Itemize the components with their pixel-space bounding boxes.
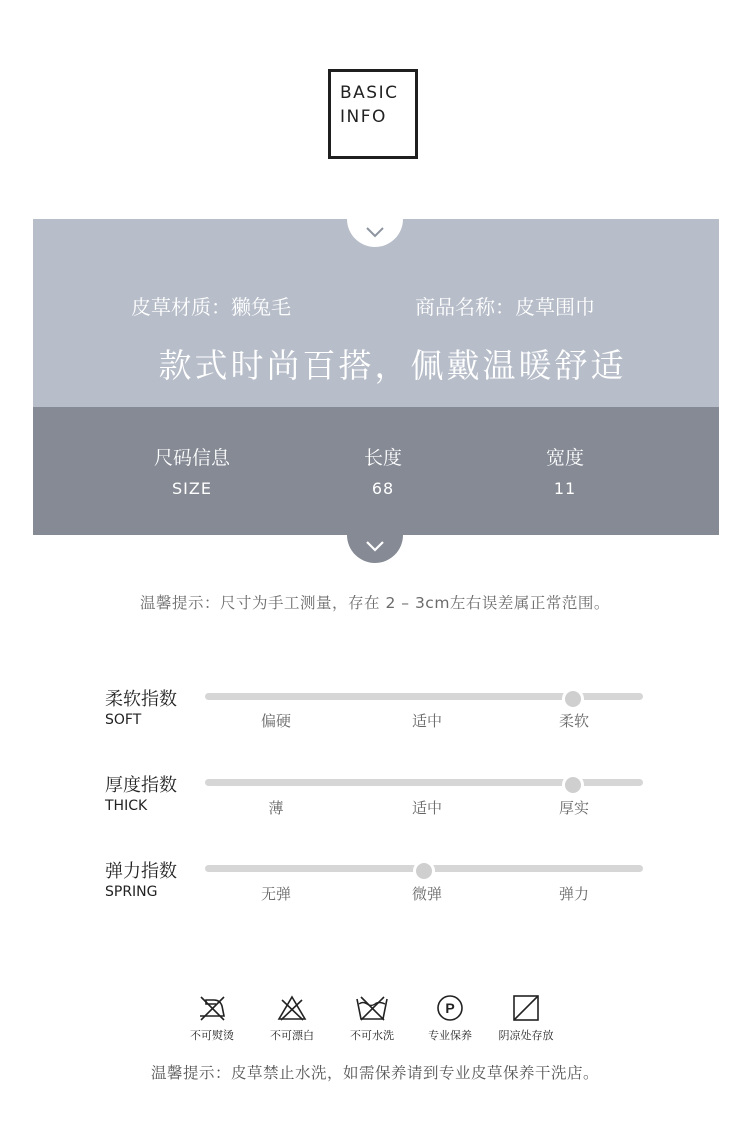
care-label: 不可水洗 bbox=[350, 1029, 394, 1042]
thick-index-cn: 厚度指数 bbox=[105, 775, 177, 796]
care-professional bbox=[410, 994, 490, 1043]
slogan: 款式时尚百搭，佩戴温暖舒适 bbox=[158, 346, 627, 385]
width-column bbox=[485, 443, 645, 498]
thick-label-mid: 适中 bbox=[411, 799, 442, 817]
spring-label-mid: 微弹 bbox=[411, 885, 442, 903]
soft-index-cn: 柔软指数 bbox=[105, 689, 177, 710]
professional-dry-clean-icon bbox=[435, 994, 465, 1022]
spring-index-en: SPRING bbox=[105, 884, 158, 900]
dry-in-shade-icon bbox=[511, 994, 541, 1022]
width-value: 11 bbox=[553, 479, 577, 498]
care-label: 专业保养 bbox=[428, 1029, 472, 1042]
svg-text:P: P bbox=[445, 1000, 455, 1016]
size-column bbox=[112, 443, 272, 498]
chevron-down-icon bbox=[347, 191, 403, 247]
care-no-bleach bbox=[252, 994, 332, 1043]
badge-line-1: BASIC bbox=[340, 83, 399, 103]
spring-index-cn: 弹力指数 bbox=[105, 861, 177, 882]
length-column bbox=[303, 443, 463, 498]
product-name-text: 商品名称：皮草围巾 bbox=[415, 295, 595, 319]
spring-label-high: 弹力 bbox=[558, 885, 589, 903]
spring-index-knob bbox=[413, 860, 435, 882]
thick-index-knob bbox=[562, 774, 584, 796]
care-label: 阴凉处存放 bbox=[498, 1029, 554, 1042]
spring-index-track bbox=[205, 865, 643, 872]
thick-index-title bbox=[105, 771, 177, 814]
care-no-wash bbox=[332, 994, 412, 1043]
soft-index-knob bbox=[562, 688, 584, 710]
width-header: 宽度 bbox=[545, 447, 584, 469]
no-bleach-icon bbox=[276, 994, 308, 1022]
size-header: 尺码信息 bbox=[153, 447, 230, 469]
soft-label-mid: 适中 bbox=[411, 712, 442, 730]
length-value: 68 bbox=[371, 479, 395, 498]
thick-index-track bbox=[205, 779, 643, 786]
spring-index-title bbox=[105, 857, 177, 900]
material-text: 皮草材质：獭兔毛 bbox=[131, 295, 291, 319]
badge-line-2: INFO bbox=[340, 107, 387, 127]
thick-label-low: 薄 bbox=[268, 799, 284, 817]
thick-label-high: 厚实 bbox=[558, 799, 589, 817]
care-dry-shade bbox=[486, 994, 566, 1043]
basic-info-badge bbox=[328, 69, 418, 159]
care-no-iron bbox=[172, 994, 252, 1043]
thick-index-en: THICK bbox=[105, 798, 148, 814]
soft-index-title bbox=[105, 685, 177, 728]
care-label: 不可漂白 bbox=[270, 1029, 314, 1042]
spring-label-low: 无弹 bbox=[260, 885, 291, 903]
length-header: 长度 bbox=[363, 447, 402, 469]
no-iron-icon bbox=[196, 994, 228, 1022]
chevron-down-icon bbox=[347, 507, 403, 563]
care-tip: 温馨提示：皮草禁止水洗，如需保养请到专业皮草保养干洗店。 bbox=[150, 1064, 599, 1082]
measure-tip: 温馨提示：尺寸为手工测量，存在 2 – 3cm左右误差属正常范围。 bbox=[140, 594, 610, 612]
no-wash-icon bbox=[355, 994, 389, 1022]
soft-index-track bbox=[205, 693, 643, 700]
soft-index-en: SOFT bbox=[105, 712, 142, 728]
care-label: 不可熨烫 bbox=[190, 1029, 234, 1042]
soft-label-high: 柔软 bbox=[558, 712, 589, 730]
soft-label-low: 偏硬 bbox=[260, 712, 291, 730]
size-value: SIZE bbox=[172, 479, 212, 498]
